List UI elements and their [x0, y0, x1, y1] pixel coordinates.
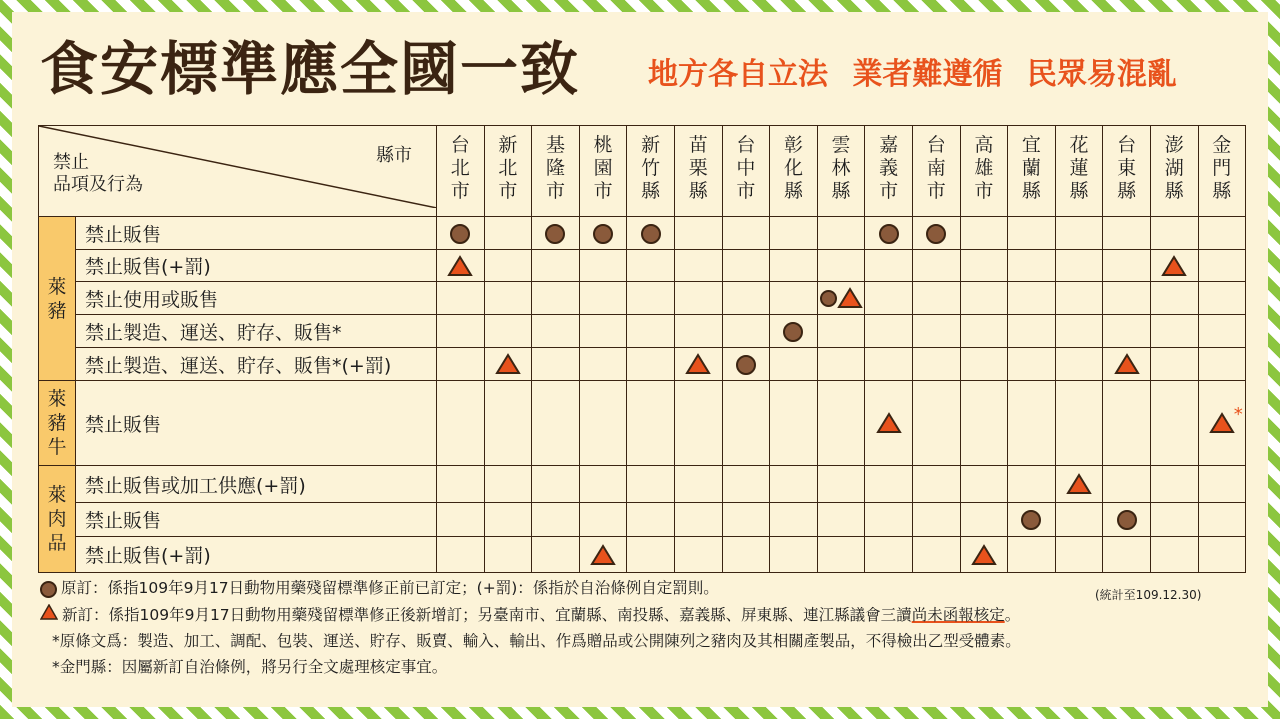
county-header: 澎湖縣: [1150, 126, 1198, 217]
mark-cell: [484, 282, 532, 315]
corner-items-label: 禁止 品項及行為: [53, 152, 143, 195]
table-corner: [39, 126, 437, 217]
county-header: 花蓮縣: [1055, 126, 1103, 217]
mark-cell: [1008, 537, 1056, 573]
mark-cell: [1055, 466, 1103, 503]
mark-cell: [817, 381, 865, 466]
circle-icon: [450, 224, 470, 244]
mark-cell: [817, 466, 865, 503]
circle-icon: [1117, 510, 1137, 530]
mark-cell: [1198, 466, 1246, 503]
category-cell: 萊肉品: [39, 466, 76, 573]
mark-cell: [579, 503, 627, 537]
mark-cell: [437, 250, 485, 282]
mark-cell: [532, 217, 580, 250]
mark-cell: [1055, 217, 1103, 250]
mark-cell: [437, 537, 485, 573]
county-header: 台北市: [437, 126, 485, 217]
mark-cell: [627, 503, 675, 537]
note-new-end: 。: [1004, 605, 1021, 624]
triangle-icon: [40, 602, 58, 628]
mark-cell: [484, 217, 532, 250]
mark-cell: [437, 381, 485, 466]
row-label: 禁止販售(+罰): [76, 537, 437, 573]
county-header: 台南市: [912, 126, 960, 217]
mark-cell: [532, 503, 580, 537]
mark-cell: [579, 466, 627, 503]
mark-cell: [627, 315, 675, 348]
county-header: 高雄市: [960, 126, 1008, 217]
circle-icon: [926, 224, 946, 244]
county-header: 新北市: [484, 126, 532, 217]
triangle-icon: [495, 353, 521, 375]
mark-cell: [579, 217, 627, 250]
mark-cell: [1008, 250, 1056, 282]
mark-cell: [1055, 503, 1103, 537]
mark-cell: [1055, 537, 1103, 573]
mark-cell: [627, 381, 675, 466]
mark-cell: [770, 250, 818, 282]
mark-cell: [437, 348, 485, 381]
mark-cell: [770, 282, 818, 315]
mark-cell: [579, 537, 627, 573]
county-header: 嘉義市: [865, 126, 913, 217]
mark-cell: [722, 217, 770, 250]
mark-cell: [627, 217, 675, 250]
mark-cell: [865, 282, 913, 315]
mark-cell: [532, 315, 580, 348]
mark-cell: [1150, 250, 1198, 282]
mark-cell: [912, 381, 960, 466]
mark-cell: [912, 217, 960, 250]
county-header: 金門縣: [1198, 126, 1246, 217]
mark-cell: [865, 217, 913, 250]
mark-cell: [1103, 348, 1151, 381]
county-header: 台東縣: [1103, 126, 1151, 217]
category-cell: 萊豬牛: [39, 381, 76, 466]
mark-cell: [960, 381, 1008, 466]
mark-cell: [674, 381, 722, 466]
note-kinmen: *金門縣：因屬新訂自治條例，將另行全文處理核定事宜。: [52, 658, 448, 676]
row-label: 禁止製造、運送、貯存、販售*: [76, 315, 437, 348]
mark-cell: [960, 537, 1008, 573]
triangle-icon: [447, 255, 473, 277]
mark-cell: [1055, 282, 1103, 315]
mark-cell: [722, 381, 770, 466]
mark-cell: [1055, 381, 1103, 466]
mark-cell: [770, 348, 818, 381]
note-original-clause: *原條文爲：製造、加工、調配、包裝、運送、貯存、販賣、輸入、輸出、作爲贈品或公開陳列之豬肉及其相關產製品，不得檢出乙型受體素。: [52, 632, 1021, 650]
mark-cell: [674, 250, 722, 282]
mark-cell: [1008, 282, 1056, 315]
mark-cell: [1198, 282, 1246, 315]
circle-icon: [783, 322, 803, 342]
mark-cell: [1198, 315, 1246, 348]
circle-icon: [736, 355, 756, 375]
county-header: 宜蘭縣: [1008, 126, 1056, 217]
mark-cell: [484, 537, 532, 573]
mark-cell: [1150, 466, 1198, 503]
mark-cell: [1103, 315, 1151, 348]
mark-cell: [627, 250, 675, 282]
mark-cell: [1055, 315, 1103, 348]
mark-cell: [1150, 537, 1198, 573]
mark-cell: [627, 466, 675, 503]
table-row: [39, 217, 1246, 250]
mark-cell: [865, 381, 913, 466]
mark-cell: [1008, 217, 1056, 250]
mark-cell: [1150, 503, 1198, 537]
mark-cell: [912, 282, 960, 315]
mark-cell: [1103, 503, 1151, 537]
mark-cell: [532, 381, 580, 466]
mark-cell: [532, 348, 580, 381]
mark-cell: [960, 348, 1008, 381]
mark-cell: [865, 466, 913, 503]
table-row: [39, 537, 1246, 573]
mark-cell: [865, 315, 913, 348]
row-label: 禁止販售: [76, 381, 437, 466]
mark-cell: [1198, 348, 1246, 381]
mark-cell: [437, 217, 485, 250]
mark-cell: [674, 282, 722, 315]
row-label: 禁止販售: [76, 503, 437, 537]
row-label: 禁止販售: [76, 217, 437, 250]
circle-icon: [593, 224, 613, 244]
mark-cell: [579, 250, 627, 282]
mark-cell: [722, 348, 770, 381]
note-new-underlined: 尚未函報核定: [911, 605, 1005, 624]
mark-cell: [1150, 348, 1198, 381]
mark-cell: [912, 503, 960, 537]
mark-cell: [770, 537, 818, 573]
triangle-icon: [1114, 353, 1140, 375]
mark-cell: [912, 466, 960, 503]
mark-cell: [912, 250, 960, 282]
county-header: 新竹縣: [627, 126, 675, 217]
table-row: [39, 381, 1246, 466]
mark-cell: [1008, 381, 1056, 466]
county-header: 桃園市: [579, 126, 627, 217]
mark-cell: [484, 348, 532, 381]
table-row: [39, 315, 1246, 348]
county-regulation-table: [38, 125, 1246, 573]
mark-cell: [437, 315, 485, 348]
mark-cell: [484, 466, 532, 503]
table-row: [39, 282, 1246, 315]
mark-cell: [674, 315, 722, 348]
triangle-icon: [1161, 255, 1187, 277]
note-original-text: 原訂：係指109年9月17日動物用藥殘留標準修正前已訂定；(+罰)：係指於自治條例自定罰則。: [61, 579, 719, 597]
county-header: 基隆市: [532, 126, 580, 217]
mark-cell: [1198, 503, 1246, 537]
circle-icon: [641, 224, 661, 244]
mark-cell: [674, 348, 722, 381]
row-label: 禁止製造、運送、貯存、販售*(+罰): [76, 348, 437, 381]
mark-cell: [960, 250, 1008, 282]
mark-cell: [722, 503, 770, 537]
county-header: 苗栗縣: [674, 126, 722, 217]
mark-cell: [817, 315, 865, 348]
mark-cell: [817, 217, 865, 250]
table-row: [39, 348, 1246, 381]
circle-icon: [545, 224, 565, 244]
stat-date: (統計至109.12.30): [1095, 588, 1202, 602]
mark-cell: [722, 537, 770, 573]
mark-cell: [1055, 348, 1103, 381]
mark-cell: [437, 466, 485, 503]
row-label: 禁止使用或販售: [76, 282, 437, 315]
mark-cell: [1198, 381, 1246, 466]
mark-cell: [865, 348, 913, 381]
corner-county-label: 縣市: [376, 145, 412, 166]
triangle-icon: [971, 544, 997, 566]
mark-cell: [1150, 217, 1198, 250]
mark-cell: [770, 217, 818, 250]
page-title: 食安標準應全國一致: [40, 35, 581, 103]
mark-cell: [437, 503, 485, 537]
triangle-icon: [876, 412, 902, 434]
table-row: [39, 466, 1246, 503]
county-header: 彰化縣: [770, 126, 818, 217]
mark-cell: [1103, 282, 1151, 315]
mark-cell: [1198, 217, 1246, 250]
mark-cell: [532, 466, 580, 503]
mark-cell: [912, 537, 960, 573]
mark-cell: [912, 348, 960, 381]
mark-cell: [1103, 466, 1151, 503]
mark-cell: [817, 537, 865, 573]
mark-cell: [1008, 348, 1056, 381]
page-subtitle: 地方各自立法 業者難遵循 民眾易混亂: [648, 57, 1177, 92]
row-label: 禁止販售或加工供應(+罰): [76, 466, 437, 503]
mark-cell: [484, 250, 532, 282]
circle-icon: [820, 290, 837, 307]
mark-cell: [960, 503, 1008, 537]
mark-cell: [532, 282, 580, 315]
mark-cell: [1198, 537, 1246, 573]
mark-cell: [674, 217, 722, 250]
mark-cell: [960, 282, 1008, 315]
mark-cell: [817, 282, 865, 315]
mark-cell: [865, 250, 913, 282]
mark-cell: [770, 466, 818, 503]
mark-cell: [1103, 250, 1151, 282]
mark-cell: [674, 466, 722, 503]
note-new: [40, 602, 1021, 629]
mark-cell: [960, 315, 1008, 348]
triangle-icon: [685, 353, 711, 375]
mark-cell: [722, 250, 770, 282]
mark-cell: [1198, 250, 1246, 282]
mark-cell: [770, 381, 818, 466]
notes: [40, 575, 1021, 680]
triangle-icon: [1066, 473, 1092, 495]
mark-cell: [722, 282, 770, 315]
mark-cell: [579, 315, 627, 348]
mark-cell: [627, 348, 675, 381]
mark-cell: [1103, 381, 1151, 466]
mark-cell: [1150, 282, 1198, 315]
mark-cell: [674, 503, 722, 537]
mark-cell: [770, 315, 818, 348]
mark-cell: [484, 381, 532, 466]
mark-cell: [865, 503, 913, 537]
mark-cell: [960, 217, 1008, 250]
mark-cell: [912, 315, 960, 348]
circle-icon: [1021, 510, 1041, 530]
mark-cell: [532, 537, 580, 573]
mark-cell: [1055, 250, 1103, 282]
mark-cell: [1103, 537, 1151, 573]
mark-cell: [674, 537, 722, 573]
mark-cell: [627, 282, 675, 315]
row-label: 禁止販售(+罰): [76, 250, 437, 282]
mark-cell: [722, 315, 770, 348]
triangle-icon: [837, 287, 863, 309]
circle-icon: [879, 224, 899, 244]
table-row: [39, 503, 1246, 537]
mark-cell: [817, 503, 865, 537]
dot-icon: [40, 576, 57, 602]
category-cell: 萊豬: [39, 217, 76, 381]
mark-cell: [817, 250, 865, 282]
mark-cell: [1150, 381, 1198, 466]
mark-cell: [484, 503, 532, 537]
mark-cell: [437, 282, 485, 315]
mark-cell: [532, 250, 580, 282]
mark-cell: [1103, 217, 1151, 250]
table-row: [39, 250, 1246, 282]
mark-cell: [722, 466, 770, 503]
mark-cell: [1008, 315, 1056, 348]
mark-cell: [484, 315, 532, 348]
mark-cell: [579, 282, 627, 315]
mark-cell: [960, 466, 1008, 503]
mark-cell: [579, 381, 627, 466]
mark-cell: [579, 348, 627, 381]
triangle-icon: [1209, 404, 1243, 434]
county-header: 雲林縣: [817, 126, 865, 217]
asterisk-mark: *: [1233, 404, 1243, 426]
mark-cell: [627, 537, 675, 573]
mark-cell: [817, 348, 865, 381]
mark-cell: [770, 503, 818, 537]
note-new-text: 新訂：係指109年9月17日動物用藥殘留標準修正後新增訂；另臺南市、宜蘭縣、南投縣、嘉義縣、屏東縣、連江縣議會三讀: [62, 605, 912, 624]
note-original: [40, 575, 1021, 602]
mark-cell: [865, 537, 913, 573]
mark-cell: [1150, 315, 1198, 348]
county-header: 台中市: [722, 126, 770, 217]
mark-cell: [1008, 466, 1056, 503]
triangle-icon: [590, 544, 616, 566]
mark-cell: [1008, 503, 1056, 537]
